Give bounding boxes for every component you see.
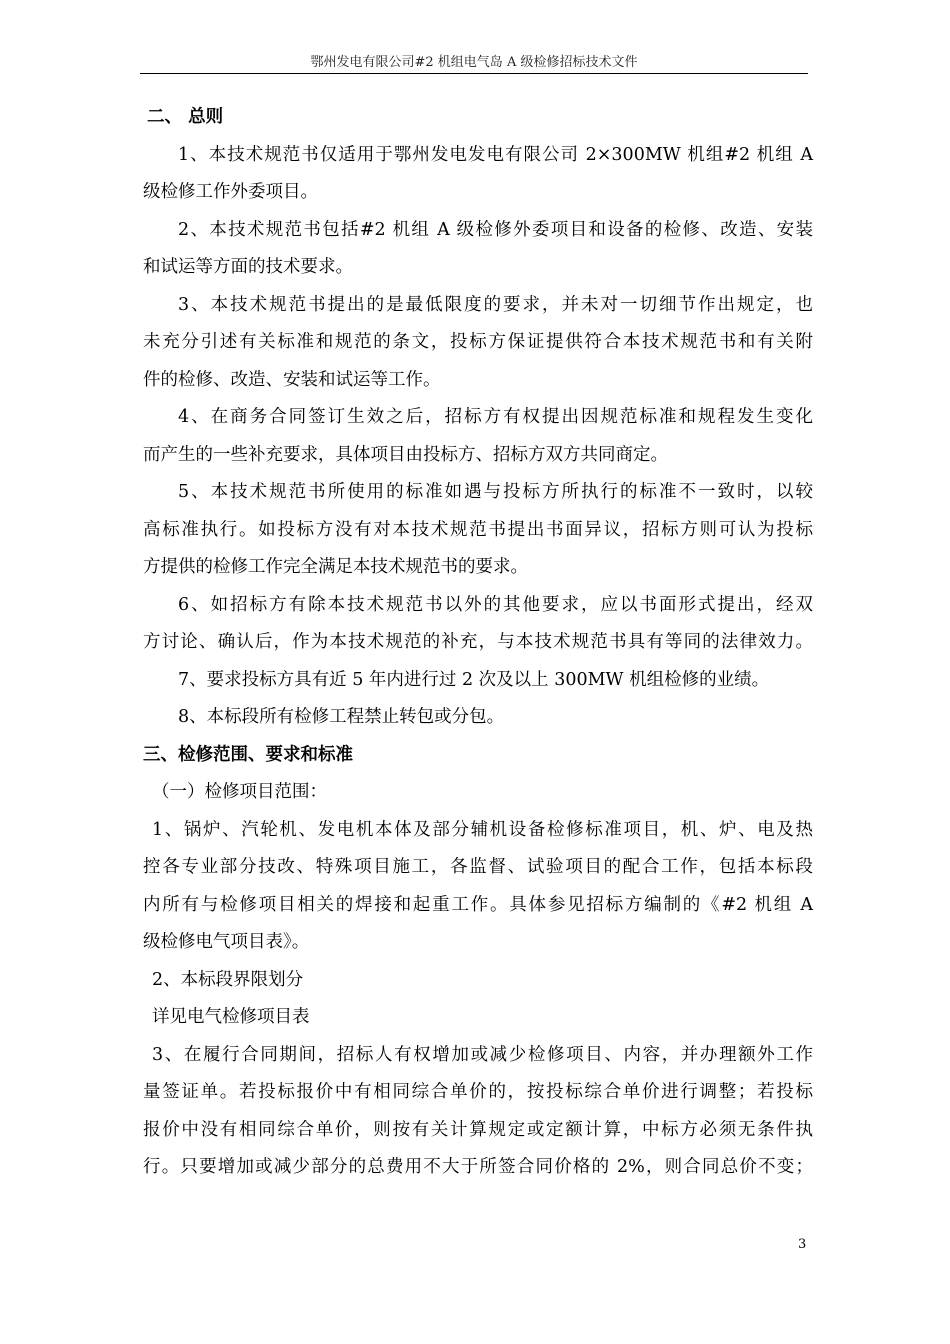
paragraph-line: 详见电气检修项目表 [152,1007,310,1027]
paragraph-line: 报价中没有相同综合单价，则按有关计算规定或定额计算，中标方必须无条件执 [143,1119,813,1140]
header-rule [140,73,808,74]
paragraph-line: 6、如招标方有除本技术规范书以外的其他要求，应以书面形式提出，经双 [178,594,813,615]
paragraph-line: 件的检修、改造、安装和试运等工作。 [143,369,441,390]
paragraph-line: 1、锅炉、汽轮机、发电机本体及部分辅机设备检修标准项目，机、炉、电及热 [152,819,813,840]
paragraph-line: 方讨论、确认后，作为本技术规范的补充，与本技术规范书具有等同的法律效力。 [143,632,813,652]
paragraph-line: 行。只要增加或减少部分的总费用不大于所签合同价格的 2%，则合同总价不变； [143,1157,813,1177]
paragraph-line: 内所有与检修项目相关的焊接和起重工作。具体参见招标方编制的《#2 机组 A [143,894,813,915]
paragraph-line: 1、本技术规范书仅适用于鄂州发电发电有限公司 2×300MW 机组#2 机组 A [178,144,813,165]
paragraph-line: 3、本技术规范书提出的是最低限度的要求，并未对一切细节作出规定，也 [178,294,813,315]
paragraph-line: 和试运等方面的技术要求。 [143,257,353,277]
page-number: 3 [798,1237,807,1252]
paragraph-line: 2、本技术规范书包括#2 机组 A 级检修外委项目和设备的检修、改造、安装 [178,219,813,240]
document-body [143,99,813,1187]
paragraph-line: 方提供的检修工作完全满足本技术规范书的要求。 [143,557,528,577]
paragraph-line: 2、本标段界限划分 [152,969,304,990]
section-heading-general: 二、 总则 [147,107,224,127]
paragraph-line: 级检修电气项目表》。 [143,932,310,952]
paragraph-line: 7、要求投标方具有近 5 年内进行过 2 次及以上 300MW 机组检修的业绩。 [178,669,770,690]
paragraph-line: 级检修工作外委项目。 [143,182,318,202]
page-header: 鄂州发电有限公司#2 机组电气岛 A 级检修招标技术文件 [310,55,638,70]
paragraph-line: 5、本技术规范书所使用的标准如遇与投标方所执行的标准不一致时，以较 [178,482,813,502]
paragraph-line: 未充分引述有关标准和规范的条文，投标方保证提供符合本技术规范书和有关附 [143,332,813,352]
subsection-heading: （一）检修项目范围： [152,782,327,802]
paragraph-line: 而产生的一些补充要求，具体项目由投标方、招标方双方共同商定。 [143,444,668,465]
paragraph-line: 4、在商务合同签订生效之后，招标方有权提出因规范标准和规程发生变化 [178,407,813,427]
section-heading-scope: 三、检修范围、要求和标准 [143,744,353,765]
paragraph-line: 量签证单。若投标报价中有相同综合单价的，按投标综合单价进行调整；若投标 [143,1082,813,1102]
paragraph-line: 8、本标段所有检修工程禁止转包或分包。 [178,707,505,727]
paragraph-line: 3、在履行合同期间，招标人有权增加或减少检修项目、内容，并办理额外工作 [152,1044,813,1065]
paragraph-line: 高标准执行。如投标方没有对本技术规范书提出书面异议，招标方则可认为投标 [143,519,813,540]
paragraph-line: 控各专业部分技改、特殊项目施工，各监督、试验项目的配合工作，包括本标段 [143,857,813,877]
